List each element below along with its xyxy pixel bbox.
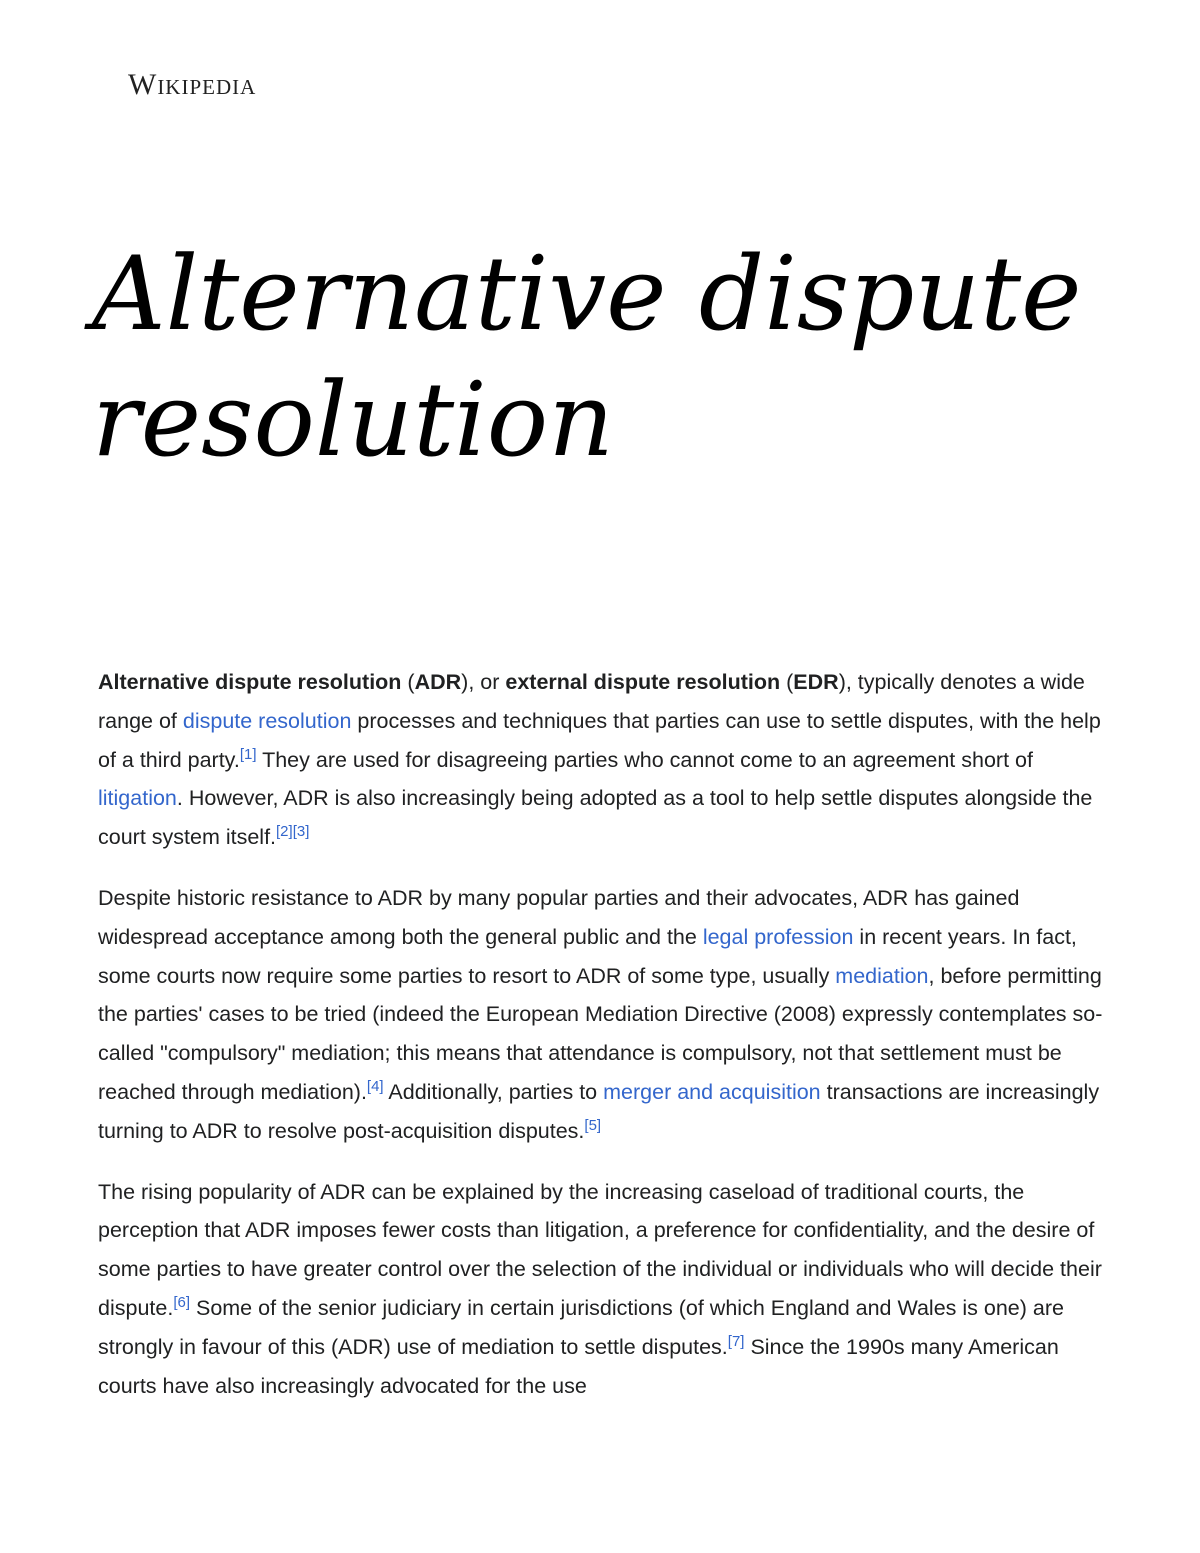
paragraph-1 — [98, 663, 1106, 857]
bold-term: ADR — [414, 670, 462, 694]
text: transactions are increasingly turning to ADR to resolve post-acquisition disputes. — [98, 1079, 1100, 1143]
text: . However, ADR is also increasingly being adopted as a tool to help settle disputes alongside the court system itself. — [98, 786, 1093, 850]
paragraph-2 — [98, 879, 1106, 1151]
text: ), or — [461, 670, 506, 694]
text: , before permitting the parties' cases to be tried (indeed the European Mediation Directive (2008) expressly contemplates so-called "compulsory" mediation; this means that attendance is compulsory, not that settlement must be reached through mediation). — [98, 963, 1103, 1104]
bold-term: external dispute resolution — [505, 670, 781, 694]
link-legal-profession[interactable]: legal profession — [702, 924, 854, 949]
citation-5[interactable]: [5] — [584, 1116, 602, 1134]
citation-6[interactable]: [6] — [173, 1293, 190, 1311]
citation-1[interactable]: [1] — [239, 745, 257, 763]
link-litigation[interactable]: litigation — [98, 786, 177, 811]
citation-7[interactable]: [7] — [727, 1332, 745, 1350]
text: Since the 1990s many American courts have also increasingly advocated for the use — [98, 1334, 1059, 1398]
paragraph-3 — [98, 1173, 1106, 1406]
text: Despite historic resistance to ADR by many popular parties and their advocates, ADR has gained widespread acceptance among both the general public and the — [98, 885, 1020, 949]
text: processes and techniques that parties can use to settle disputes, with the help of a third party. — [98, 708, 1101, 772]
bold-term: EDR — [793, 670, 839, 694]
article-body — [98, 663, 1106, 1427]
text: ), typically denotes a wide range of — [98, 670, 1085, 733]
wikipedia-logo[interactable]: Wikipedia — [128, 68, 257, 101]
citation-2[interactable]: [2] — [276, 823, 293, 841]
text: ( — [401, 670, 415, 694]
citation-4[interactable]: [4] — [366, 1077, 384, 1095]
text: in recent years. In fact, some courts now require some parties to resort to ADR of some type, usually — [98, 924, 1077, 988]
link-dispute-resolution[interactable]: dispute resolution — [182, 708, 352, 733]
text: Additionally, parties to — [383, 1079, 604, 1104]
citation-3[interactable]: [3] — [292, 823, 310, 841]
text: ( — [780, 670, 794, 694]
text: Some of the senior judiciary in certain jurisdictions (of which England and Wales is one) are strongly in favour of this (ADR) use of mediation to settle disputes. — [98, 1295, 1064, 1359]
text: They are used for disagreeing parties who cannot come to an agreement short of — [256, 747, 1033, 772]
link-merger-and-acquisition[interactable]: merger and acquisition — [603, 1079, 821, 1104]
text: The rising popularity of ADR can be explained by the increasing caseload of traditional courts, the perception that ADR imposes fewer costs than litigation, a preference for confidentiality, and the desire of some parties to have greater control over the selection of the individual or individuals who will decide their dispute. — [98, 1179, 1102, 1320]
bold-term: Alternative dispute resolution — [98, 670, 402, 694]
link-mediation[interactable]: mediation — [835, 963, 929, 988]
page-title: Alternative dispute resolution — [92, 235, 1082, 480]
